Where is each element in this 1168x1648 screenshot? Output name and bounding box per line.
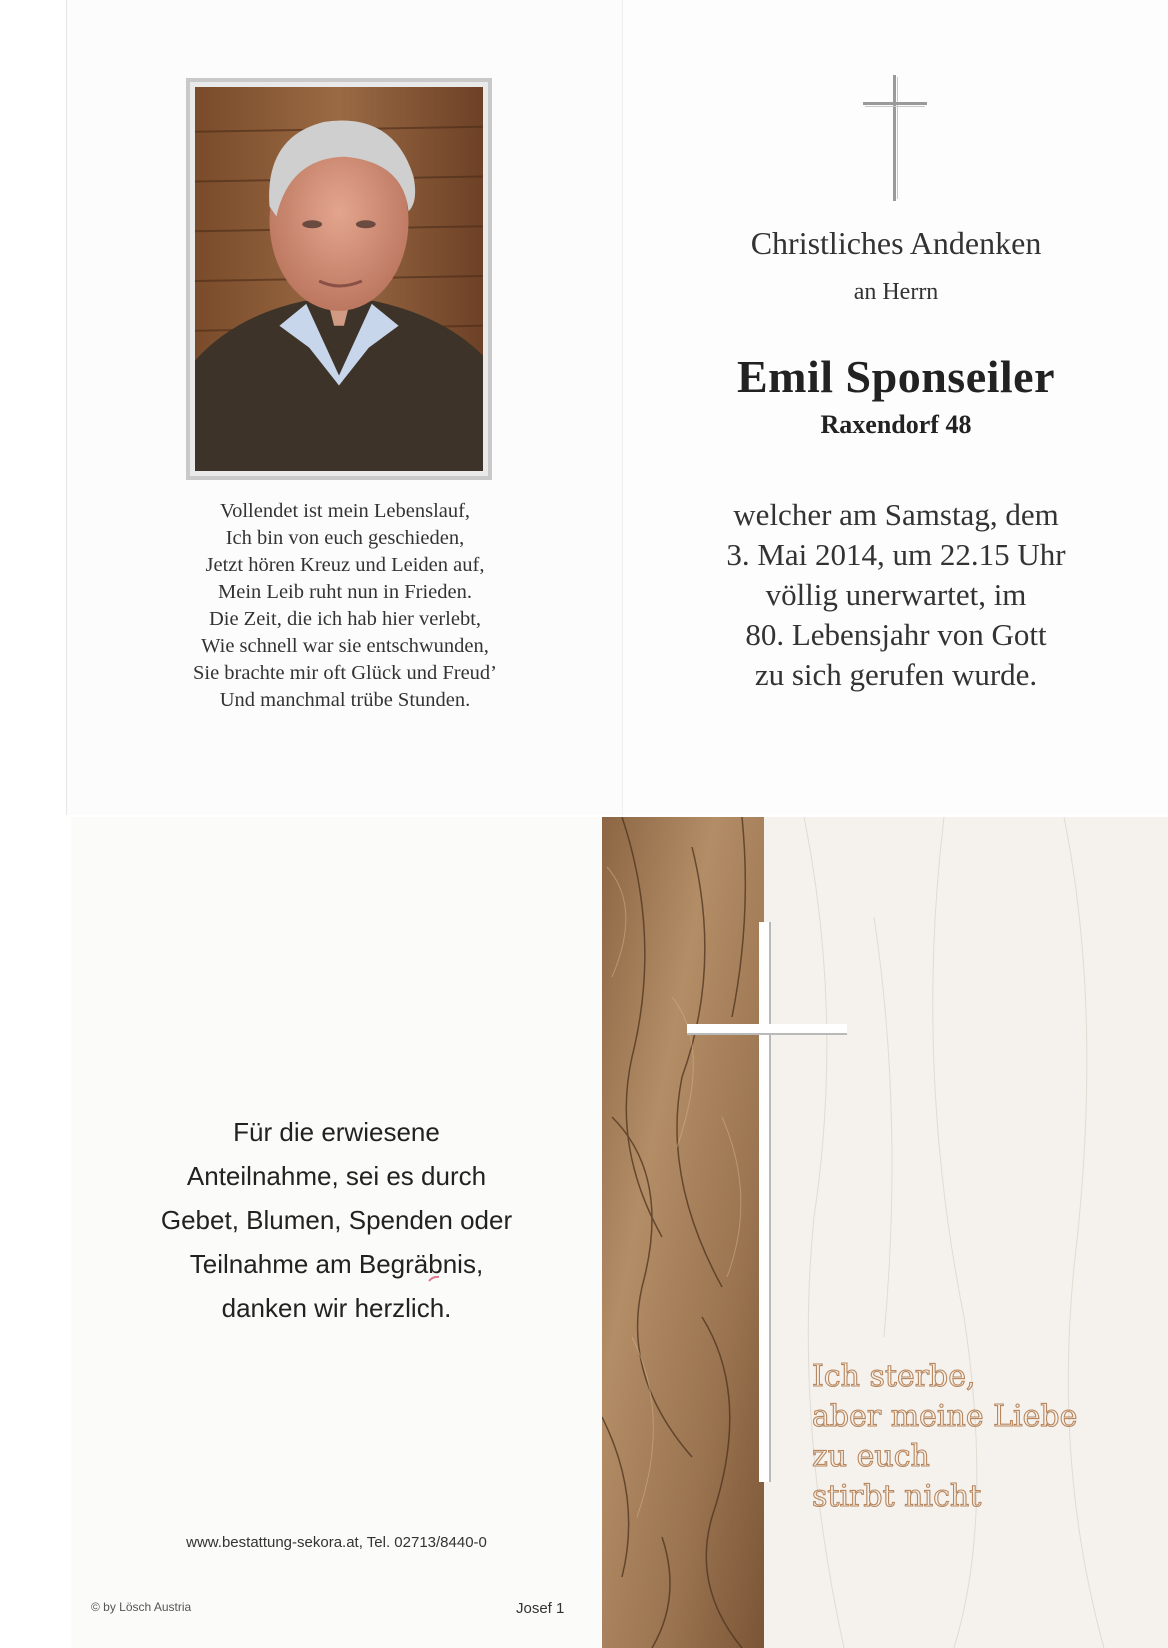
quote-line: stirbt nicht xyxy=(812,1479,982,1514)
card-heading: Christliches Andenken xyxy=(750,225,1042,261)
copyright-notice: © by Lösch Austria xyxy=(91,1600,192,1614)
death-notice-line: 80. Lebensjahr von Gott xyxy=(745,617,1047,652)
portrait-photo-frame xyxy=(186,78,492,480)
thanks-line: Anteilnahme, sei es durch xyxy=(186,1161,487,1191)
death-notice-line: zu sich gerufen wurde. xyxy=(754,657,1038,692)
poem-line: Vollendet ist mein Lebenslauf, xyxy=(219,500,471,522)
death-notice xyxy=(623,495,1168,695)
thanks-line: danken wir herzlich. xyxy=(221,1293,452,1323)
poem-line: Ich bin von euch geschieden, xyxy=(225,527,465,549)
design-code: Josef 1 xyxy=(516,1600,565,1617)
portrait-photo xyxy=(195,87,483,471)
back-right-panel xyxy=(602,817,1168,1648)
death-notice-line: völlig unerwartet, im xyxy=(765,577,1027,612)
cross-icon xyxy=(863,75,927,201)
farewell-poem xyxy=(67,498,623,714)
thanks-line: Teilnahme am Begräbnis, xyxy=(189,1249,484,1279)
poem-line: Jetzt hören Kreuz und Leiden auf, xyxy=(205,554,485,576)
front-right-panel xyxy=(622,0,1168,815)
deceased-address: Raxendorf 48 xyxy=(820,410,972,439)
poem-line: Und manchmal trübe Stunden. xyxy=(219,689,471,711)
death-notice-line: 3. Mai 2014, um 22.15 Uhr xyxy=(726,537,1066,572)
quote-line: aber meine Liebe xyxy=(812,1399,1078,1434)
thanks-line: Für die erwiesene xyxy=(233,1117,440,1147)
deceased-name: Emil Sponseiler xyxy=(736,351,1056,402)
poem-line: Sie brachte mir oft Glück und Freud’ xyxy=(192,662,497,684)
poem-line: Mein Leib ruht nun in Frieden. xyxy=(218,581,472,603)
salutation: an Herrn xyxy=(853,279,939,305)
poem-line: Wie schnell war sie entschwunden, xyxy=(201,635,489,657)
quote-line: zu euch xyxy=(812,1439,930,1474)
quote-line: Ich sterbe, xyxy=(812,1359,976,1394)
pen-mark xyxy=(428,1275,440,1283)
memorial-quote xyxy=(812,1357,1077,1517)
poem-line: Die Zeit, die ich hab hier verlebt, xyxy=(208,608,482,630)
front-left-panel xyxy=(66,0,623,815)
funeral-home-contact: www.bestattung-sekora.at, Tel. 02713/8440-0 xyxy=(186,1534,487,1551)
thanks-line: Gebet, Blumen, Spenden oder xyxy=(160,1205,513,1235)
death-notice-line: welcher am Samstag, dem xyxy=(733,497,1059,532)
thank-you-message xyxy=(71,1110,602,1330)
